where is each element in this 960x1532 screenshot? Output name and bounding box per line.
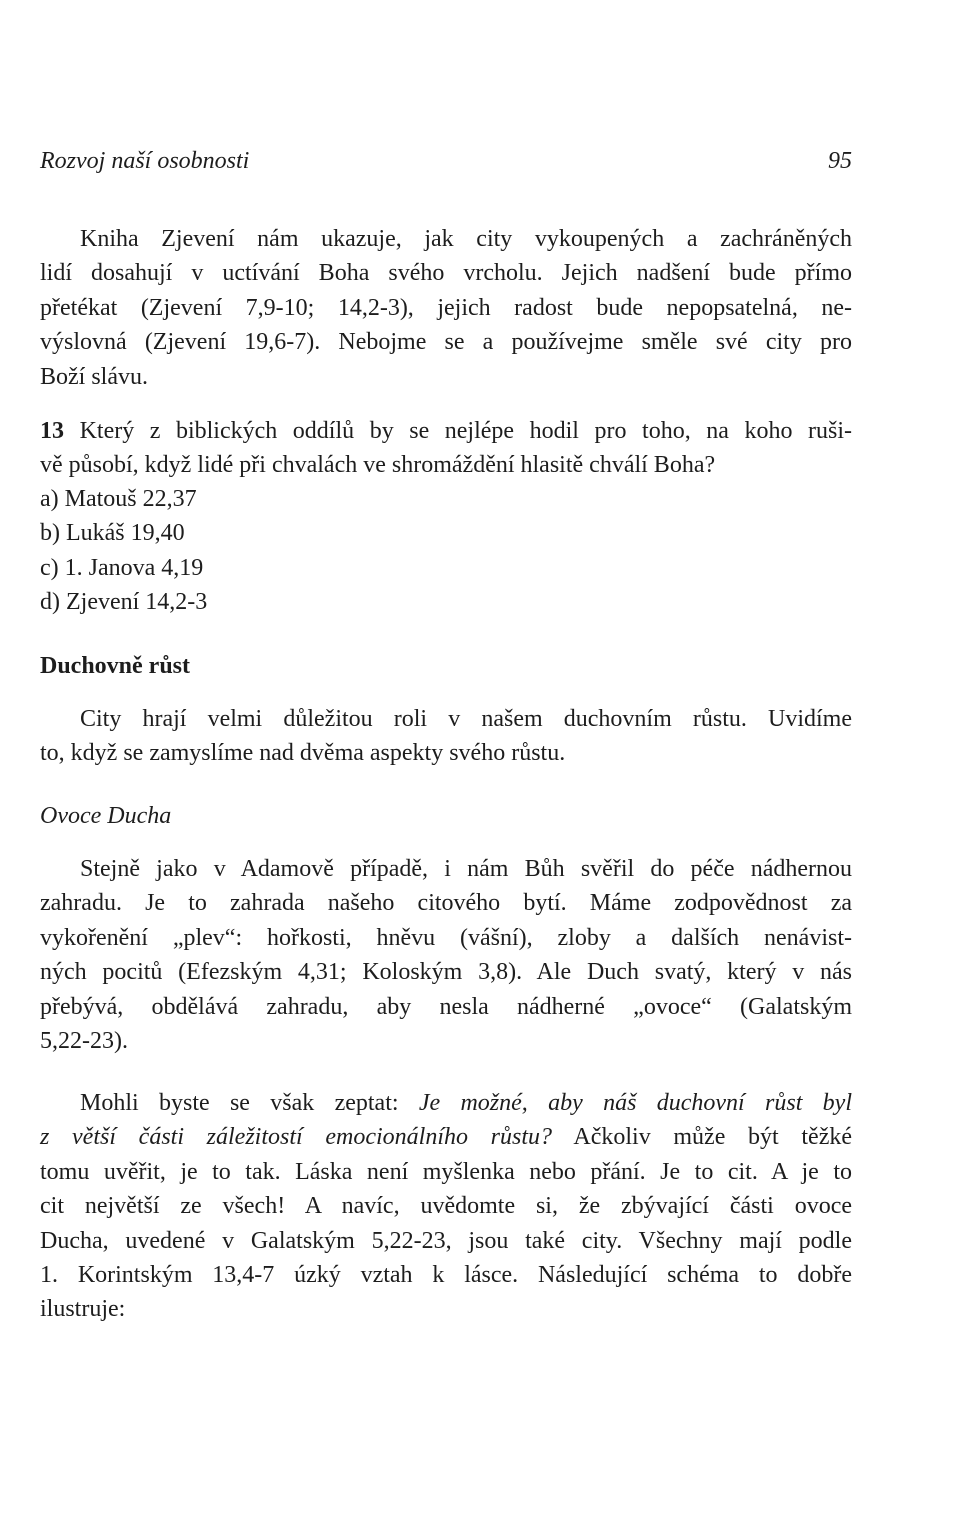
text-line: přetékat (Zjevení 7,9-10; 14,2-3), jejich radost bude nepopsatelná, ne- bbox=[40, 294, 852, 321]
text-line: lidí dosahují v uctívání Boha svého vrcholu. Jejich nadšení bude přímo bbox=[40, 260, 852, 287]
text-line: Boží slávu. bbox=[40, 363, 148, 390]
text-span: Mohli byste se však zeptat: bbox=[80, 1090, 419, 1116]
question-13 bbox=[40, 414, 852, 483]
page-number: 95 bbox=[828, 148, 852, 174]
text-line: tomu uvěřit, je to tak. Láska není myšlenka nebo přání. Je to cit. A je to bbox=[40, 1158, 852, 1185]
answer-option: a) Matouš 22,37 bbox=[40, 486, 197, 512]
paragraph-2 bbox=[40, 702, 852, 771]
text-line: Kniha Zjevení nám ukazuje, jak city vykoupených a zachráněných bbox=[80, 226, 852, 252]
question-number: 13 bbox=[40, 418, 64, 444]
answer-option: c) 1. Janova 4,19 bbox=[40, 554, 204, 581]
answer-list bbox=[40, 482, 207, 620]
chapter-title: Rozvoj naší osobnosti bbox=[40, 148, 250, 174]
text-line: vykořenění „plev“: hořkosti, hněvu (vášní), zloby a dalších nenávist- bbox=[40, 924, 852, 951]
text-line: ilustruje: bbox=[40, 1296, 126, 1323]
subheading: Ovoce Ducha bbox=[40, 803, 172, 829]
answer-option: b) Lukáš 19,40 bbox=[40, 520, 185, 547]
question-line: vě působí, když lidé při chvalách ve shromáždění hlasitě chválí Boha? bbox=[40, 452, 716, 479]
italic-question: z větší části záležitostí emocionálního růstu? bbox=[40, 1124, 553, 1151]
text-line: cit největší ze všech! A navíc, uvědomte si, že zbývající části ovoce bbox=[40, 1193, 852, 1220]
section-heading: Duchovně růst bbox=[40, 653, 191, 679]
text-line: ných pocitů (Efezským 4,31; Koloským 3,8). Ale Duch svatý, který v nás bbox=[40, 959, 852, 986]
text-line: přebývá, obdělává zahradu, aby nesla nádherné „ovoce“ (Galatským bbox=[40, 993, 852, 1020]
text-line: 1. Korintským 13,4-7 úzký vztah k lásce. Následující schéma to dobře bbox=[40, 1262, 852, 1289]
text-line: 5,22-23). bbox=[40, 1028, 128, 1055]
text-line: zahradu. Je to zahrada našeho citového bytí. Máme zodpovědnost za bbox=[40, 890, 852, 917]
paragraph-1 bbox=[40, 222, 852, 394]
italic-question: Je možné, aby náš duchovní růst byl bbox=[418, 1090, 853, 1116]
text-line: City hrají velmi důležitou roli v našem duchovním růstu. Uvidíme bbox=[80, 706, 852, 732]
question-text: Který z biblických oddílů by se nejlépe hodil pro toho, na koho ruši- bbox=[79, 418, 853, 444]
text-line: Ducha, uvedené v Galatským 5,22-23, jsou také city. Všechny mají podle bbox=[40, 1227, 852, 1254]
text-line bbox=[40, 1086, 852, 1120]
text-line: výslovná (Zjevení 19,6-7). Nebojme se a používejme směle své city pro bbox=[40, 329, 852, 356]
text-line: to, když se zamyslíme nad dvěma aspekty svého růstu. bbox=[40, 740, 566, 767]
text-line: Stejně jako v Adamově případě, i nám Bůh svěřil do péče nádhernou bbox=[80, 856, 852, 882]
text-span: Ačkoliv může být těžké bbox=[552, 1124, 852, 1151]
paragraph-3 bbox=[40, 852, 852, 1058]
paragraph-4 bbox=[40, 1086, 852, 1327]
answer-option: d) Zjevení 14,2-3 bbox=[40, 589, 208, 616]
text-line bbox=[40, 1120, 852, 1154]
question-line bbox=[40, 414, 852, 448]
